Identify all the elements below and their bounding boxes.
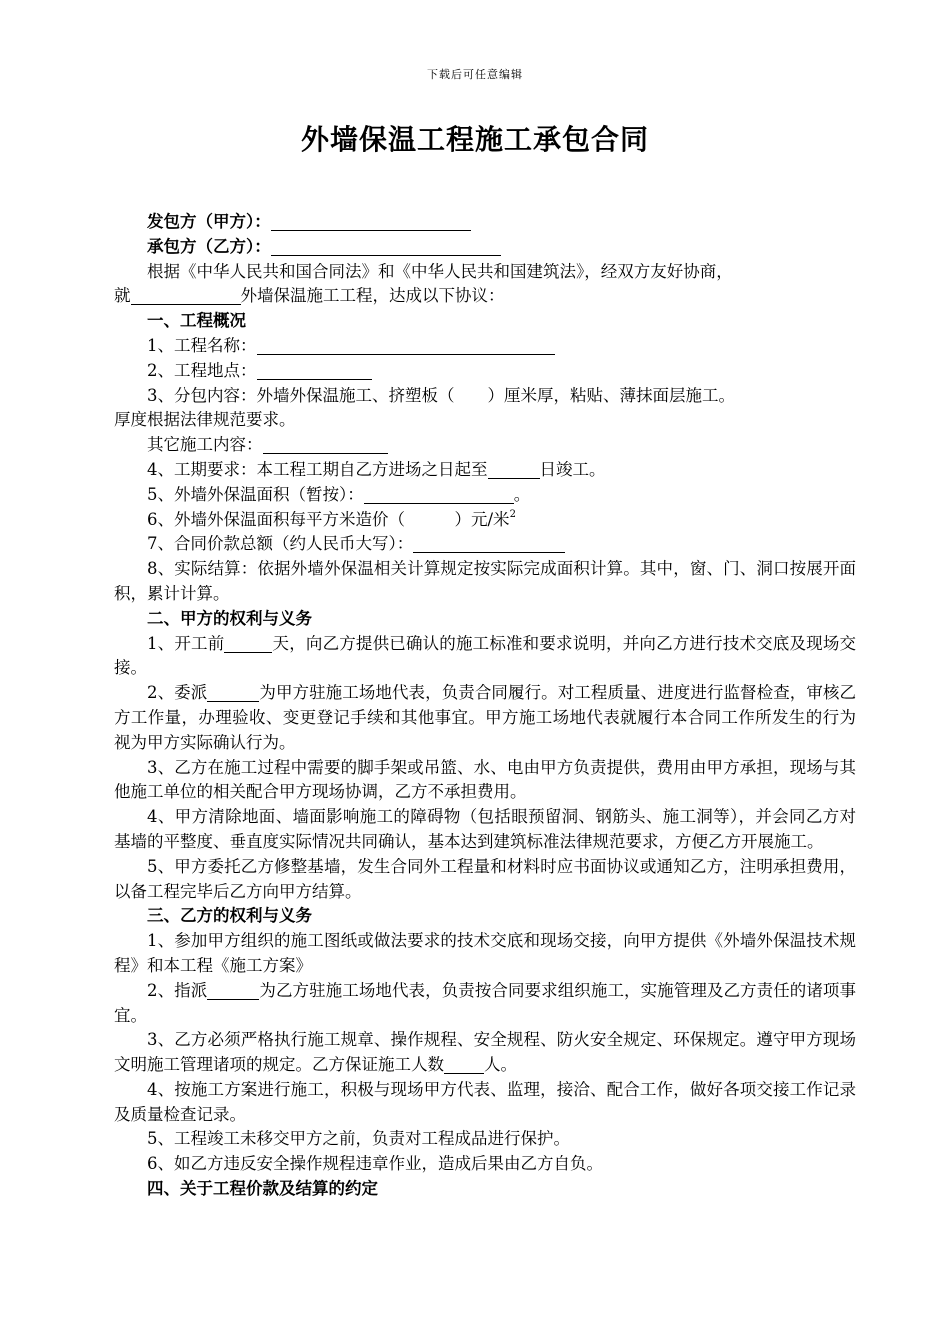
s1-item-5-label: 5、外墙外保温面积（暂按）： (147, 484, 364, 504)
intro-line-1: 根据《中华人民共和国合同法》和《中华人民共和国建筑法》，经双方友好协商， (147, 261, 733, 281)
party-a-label: 发包方（甲方）： (147, 212, 271, 231)
s2-item-1-b: 天，向乙方提供已确认的施工标准和要求说明，并向乙方进行技术交底及现场交接。 (114, 633, 857, 678)
s3-item-2-blank (207, 981, 259, 1000)
intro-line-2 (114, 284, 856, 309)
s1-item-4-a: 4、工期要求：本工程工期自乙方进场之日起至 (147, 459, 488, 479)
s3-item-3-b: 人。 (484, 1055, 517, 1075)
s1-item-2-blank (257, 361, 372, 380)
s3-item-5: 5、工程竣工未移交甲方之前，负责对工程成品进行保护。 (147, 1129, 570, 1149)
section-3-heading: 三、乙方的权利与义务 (147, 906, 312, 926)
project-name-blank (131, 286, 241, 305)
contract-body (114, 210, 856, 1202)
s3-item-3-a: 3、乙方必须严格执行施工规章、操作规程、安全规程、防火安全规定、环保规定。遵守甲方现场文明施工管理诸项的规定。乙方保证施工人数 (114, 1030, 856, 1075)
s1-item-4-blank (488, 460, 540, 479)
s2-item-2-b: 为甲方驻施工场地代表，负责合同履行。对工程质量、进度进行监督检查，审核乙方工作量，办理验收、变更登记手续和其他事宜。甲方施工场地代表就履行本合同工作所发生的行为视为甲方实际确认行为。 (114, 683, 857, 752)
section-1-heading: 一、工程概况 (147, 311, 246, 331)
s3-item-2-a: 2、指派 (147, 980, 208, 1000)
s3-item-4: 4、按施工方案进行施工，积极与现场甲方代表、监理，接洽、配合工作，做好各项交接工作记录及质量检查记录。 (114, 1079, 856, 1124)
s1-item-7 (114, 532, 856, 557)
s1-item-8: 8、实际结算：依据外墙外保温相关计算规定按实际完成面积计算。其中，窗、门、洞口按展开面积，累计计算。 (114, 559, 856, 603)
s2-item-5: 5、甲方委托乙方修整基墙，发生合同外工程量和材料时应书面协议或通知乙方，注明承担费用，以备工程完毕后乙方向甲方结算。 (114, 856, 856, 901)
intro-suffix: 外墙保温施工工程，达成以下协议： (240, 286, 505, 306)
s1-item-5-blank (364, 485, 514, 504)
s2-item-1-a: 1、开工前 (147, 633, 225, 653)
s1-other (114, 433, 856, 458)
party-b-line (114, 235, 856, 260)
s1-other-blank (263, 435, 388, 454)
s1-item-6-sup: 2 (509, 508, 516, 520)
contract-title: 外墙保温工程施工承包合同 (300, 123, 649, 156)
party-a-line (114, 210, 856, 235)
s2-item-1-blank (224, 634, 272, 653)
s1-item-1-label: 1、工程名称： (147, 335, 257, 355)
s2-item-2 (114, 681, 856, 755)
s1-item-4 (114, 458, 856, 483)
section-2-heading: 二、甲方的权利与义务 (147, 608, 312, 628)
s1-item-4-b: 日竣工。 (539, 459, 606, 479)
s1-item-6-label: 6、外墙外保温面积每平方米造价（ ）元/米 (147, 509, 510, 529)
s1-item-1 (114, 334, 856, 359)
s1-item-1-blank (257, 336, 555, 355)
s3-item-2 (114, 979, 856, 1029)
party-b-label: 承包方（乙方）： (147, 236, 271, 256)
s2-item-4: 4、甲方清除地面、墙面影响施工的障碍物（包括眼预留洞、钢筋头、施工洞等），并会同乙方对基墙的平整度、垂直度实际情况共同确认，基本达到建筑标准法律规范要求，方便乙方开展施工。 (114, 807, 856, 851)
s1-item-6 (114, 508, 856, 533)
s1-item-3b: 厚度根据法律规范要求。 (114, 410, 296, 430)
s3-item-1: 1、参加甲方组织的施工图纸或做法要求的技术交底和现场交接，向甲方提供《外墙外保温技术规程》和本工程《施工方案》 (114, 931, 856, 975)
s2-item-3: 3、乙方在施工过程中需要的脚手架或吊篮、水、电由甲方负责提供，费用由甲方承担，现场与其他施工单位的相关配合甲方现场协调，乙方不承担费用。 (114, 757, 856, 802)
s2-item-2-a: 2、委派 (147, 683, 208, 703)
s1-item-3a: 3、分包内容：外墙外保温施工、挤塑板（ ）厘米厚，粘贴、薄抹面层施工。 (147, 385, 735, 405)
header-note: 下载后可任意编辑 (427, 68, 523, 81)
s1-other-label: 其它施工内容： (147, 435, 263, 455)
party-a-blank (271, 212, 471, 231)
party-b-blank (271, 237, 501, 256)
s3-item-3 (114, 1028, 856, 1078)
s1-item-5 (114, 483, 856, 508)
s2-item-1 (114, 632, 856, 682)
s1-item-7-blank (413, 534, 565, 553)
s2-item-2-blank (207, 683, 259, 702)
s1-item-2-label: 2、工程地点： (147, 360, 257, 380)
s1-item-5-end: 。 (513, 484, 531, 504)
s3-item-6: 6、如乙方违反安全操作规程违章作业，造成后果由乙方自负。 (147, 1154, 603, 1174)
section-4-heading: 四、关于工程价款及结算的约定 (147, 1179, 378, 1199)
intro-prefix: 就 (114, 286, 131, 306)
s1-item-2 (114, 359, 856, 384)
s1-item-7-label: 7、合同价款总额（约人民币大写）： (147, 534, 414, 554)
s3-item-3-blank (444, 1055, 484, 1074)
s3-item-2-b: 为乙方驻施工场地代表，负责按合同要求组织施工，实施管理及乙方责任的诸项事宜。 (114, 980, 857, 1025)
